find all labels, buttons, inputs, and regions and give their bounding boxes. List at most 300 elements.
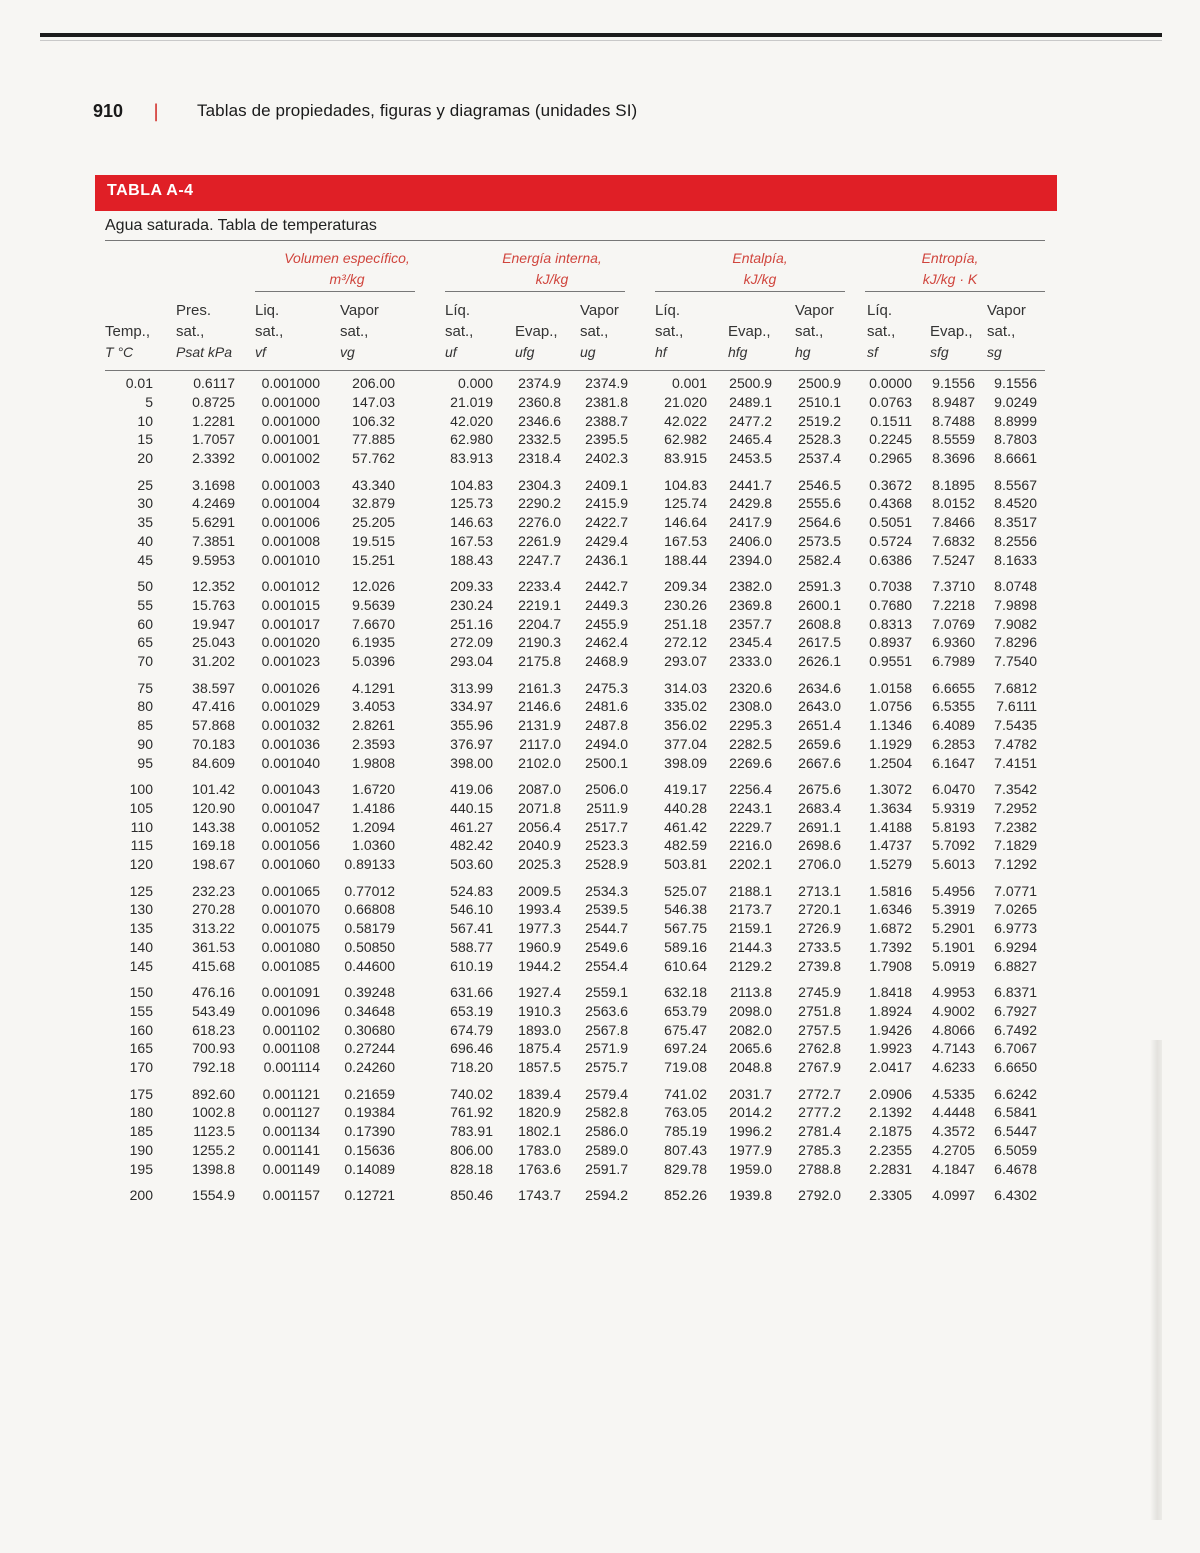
- table-cell: 6.7067: [994, 1040, 1037, 1057]
- table-cell: 7.6812: [994, 679, 1037, 696]
- group-unit: kJ/kg: [743, 271, 777, 287]
- table-cell: 1.1929: [869, 735, 912, 752]
- table-cell: 2523.3: [585, 837, 628, 854]
- table-cell: 2113.8: [730, 984, 772, 1000]
- table-cell: 0.001040: [261, 754, 320, 771]
- table-cell: 25.205: [352, 514, 395, 531]
- table-cell: 2131.9: [518, 717, 561, 734]
- table-cell: 2617.5: [798, 634, 841, 651]
- table-cell: 2040.9: [518, 837, 561, 854]
- table-cell: 524.83: [450, 882, 493, 899]
- table-cell: 2534.3: [585, 882, 628, 899]
- table-cell: 70.183: [192, 735, 235, 752]
- table-cell: 2429.8: [729, 495, 772, 512]
- table-cell: 0.001108: [262, 1040, 320, 1057]
- table-cell: 892.60: [192, 1085, 235, 1102]
- table-cell: 1875.4: [518, 1040, 561, 1057]
- page-header: [93, 96, 637, 126]
- table-cell: 42.022: [664, 412, 707, 429]
- table-cell: 1944.2: [518, 957, 561, 974]
- table-cell: 146.63: [450, 514, 493, 531]
- table-cell: 5.7092: [932, 837, 975, 854]
- table-cell: 696.46: [450, 1040, 493, 1057]
- table-cell: 2173.7: [729, 901, 772, 918]
- table-cell: 2781.4: [798, 1123, 841, 1140]
- table-cell: 2442.7: [585, 578, 628, 594]
- table-cell: 543.49: [192, 1002, 235, 1019]
- table-cell: 2048.8: [729, 1059, 772, 1076]
- table-cell: 792.18: [192, 1059, 235, 1076]
- table-cell: 188.43: [450, 551, 493, 568]
- table-cell: 567.75: [664, 920, 707, 937]
- table-cell: 2481.6: [585, 698, 628, 715]
- table-cell: 143.38: [192, 818, 235, 835]
- column-header-line: sat.,: [655, 323, 684, 340]
- column-header-line: [105, 300, 150, 321]
- table-cell: 188.44: [664, 551, 707, 568]
- table-cell: 6.9773: [994, 920, 1037, 937]
- column-header-line: Temp.,: [105, 323, 151, 340]
- table-cell: 0.001006: [261, 514, 320, 531]
- table-cell: 1.0158: [869, 679, 912, 696]
- group-unit: m³/kg: [329, 271, 365, 287]
- table-cell: 2402.3: [585, 450, 628, 467]
- table-cell: 0.001002: [261, 450, 320, 467]
- table-cell: 7.4151: [994, 754, 1037, 771]
- table-cell: 2462.4: [585, 634, 628, 651]
- table-cell: 2.8261: [352, 717, 395, 734]
- table-cell: 719.08: [664, 1059, 707, 1076]
- table-cell: 5.4956: [932, 882, 975, 899]
- table-cell: 2276.0: [518, 514, 561, 531]
- table-cell: 0.5724: [869, 532, 912, 549]
- table-cell: 2295.3: [729, 717, 772, 734]
- table-cell: 6.6650: [994, 1059, 1037, 1076]
- table-cell: 2591.3: [798, 578, 841, 594]
- table-cell: 0.001121: [262, 1085, 320, 1102]
- table-cell: 0.14089: [344, 1160, 395, 1177]
- table-cell: 7.0769: [932, 615, 975, 632]
- table-cell: 5.0396: [352, 653, 395, 670]
- table-cell: 155: [129, 1002, 153, 1019]
- table-cell: 43.340: [352, 476, 395, 493]
- table-cell: 1893.0: [518, 1021, 561, 1038]
- table-cell: 4.5335: [932, 1085, 975, 1102]
- table-cell: 130: [129, 901, 153, 918]
- table-cell: 2388.7: [585, 412, 628, 429]
- table-cell: 2626.1: [798, 653, 841, 670]
- table-cell: 8.5559: [932, 431, 975, 448]
- table-cell: 8.7803: [994, 431, 1037, 448]
- table-cell: 0.19384: [344, 1104, 395, 1121]
- table-cell: 83.915: [664, 450, 707, 467]
- table-cell: 2345.4: [729, 634, 772, 651]
- column-header-symbol: sfg: [930, 344, 949, 360]
- table-cell: 2554.4: [585, 957, 628, 974]
- table-cell: 476.16: [192, 984, 235, 1000]
- table-cell: 2308.0: [729, 698, 772, 715]
- table-cell: 2767.9: [798, 1059, 841, 1076]
- table-cell: 5: [145, 393, 153, 410]
- table-cell: 2489.1: [729, 393, 772, 410]
- table-cell: 419.06: [450, 781, 493, 797]
- column-header-symbol: T °C: [105, 344, 134, 360]
- table-cell: 6.9360: [932, 634, 975, 651]
- table-cell: 2591.7: [585, 1160, 628, 1177]
- table-cell: 1.7908: [869, 957, 912, 974]
- table-cell: 8.4520: [994, 495, 1037, 512]
- table-cell: 230.26: [664, 596, 707, 613]
- table-cell: 4.1291: [352, 679, 395, 696]
- table-cell: 2792.0: [798, 1187, 841, 1203]
- column-header-symbol: hg: [795, 344, 811, 360]
- table-cell: 209.33: [450, 578, 493, 594]
- table-cell: 7.1829: [994, 837, 1037, 854]
- group-unit: kJ/kg · K: [922, 271, 978, 287]
- table-cell: 2290.2: [518, 495, 561, 512]
- table-cell: 675.47: [664, 1021, 707, 1038]
- table-cell: 5.0919: [932, 957, 975, 974]
- table-cell: 8.5567: [994, 476, 1037, 493]
- table-cell: 0.89133: [344, 856, 395, 873]
- table-cell: 8.7488: [932, 412, 975, 429]
- table-cell: 2563.6: [585, 1002, 628, 1019]
- table-cell: 1.6346: [869, 901, 912, 918]
- table-cell: 8.1895: [932, 476, 975, 493]
- table-cell: 1959.0: [729, 1160, 772, 1177]
- table-cell: 2381.8: [585, 393, 628, 410]
- table-cell: 1910.3: [518, 1002, 561, 1019]
- table-cell: 2477.2: [729, 412, 772, 429]
- table-cell: 12.352: [192, 578, 235, 594]
- table-cell: 7.7540: [994, 653, 1037, 670]
- group-name: Entropía,: [921, 250, 979, 266]
- table-cell: 700.93: [192, 1040, 235, 1057]
- table-cell: 2468.9: [585, 653, 628, 670]
- table-cell: 355.96: [450, 717, 493, 734]
- table-cell: 2422.7: [585, 514, 628, 531]
- table-cell: 1783.0: [518, 1141, 561, 1158]
- table-cell: 4.9002: [932, 1002, 975, 1019]
- table-cell: 0.001047: [261, 799, 320, 816]
- table-cell: 1398.8: [192, 1160, 235, 1177]
- table-cell: 6.6655: [932, 679, 975, 696]
- table-cell: 6.4678: [994, 1160, 1037, 1177]
- table-cell: 7.6832: [932, 532, 975, 549]
- column-header-line: sat.,: [580, 323, 609, 340]
- table-cell: 2082.0: [729, 1021, 772, 1038]
- table-cell: 2346.6: [518, 412, 561, 429]
- table-cell: 2318.4: [518, 450, 561, 467]
- table-cell: 180: [129, 1104, 153, 1121]
- table-cell: 741.02: [664, 1085, 707, 1102]
- table-cell: 1939.8: [729, 1187, 772, 1203]
- table-cell: 2510.1: [798, 393, 841, 410]
- table-cell: 4.6233: [932, 1059, 975, 1076]
- table-cell: 1839.4: [518, 1085, 561, 1102]
- column-header-line: sat.,: [445, 323, 474, 340]
- table-cell: 104.83: [664, 476, 707, 493]
- table-cell: 4.7143: [932, 1040, 975, 1057]
- table-cell: 2762.8: [798, 1040, 841, 1057]
- table-cell: 589.16: [664, 938, 707, 955]
- table-cell: 0.21659: [344, 1085, 395, 1102]
- table-cell: 47.416: [192, 698, 235, 715]
- table-cell: 125: [129, 882, 153, 899]
- table-cell: 1.9923: [869, 1040, 912, 1057]
- table-cell: 376.97: [450, 735, 493, 752]
- table-cell: 167.53: [664, 532, 707, 549]
- table-cell: 0.001029: [261, 698, 320, 715]
- table-cell: 2.0906: [869, 1085, 912, 1102]
- table-cell: 313.22: [192, 920, 235, 937]
- table-cell: 60: [137, 615, 153, 632]
- table-cell: 567.41: [450, 920, 493, 937]
- table-cell: 2659.6: [798, 735, 841, 752]
- table-cell: 146.64: [664, 514, 707, 531]
- table-cell: 2395.5: [585, 431, 628, 448]
- table-cell: 697.24: [664, 1040, 707, 1057]
- table-cell: 4.0997: [932, 1187, 975, 1203]
- table-cell: 25: [137, 476, 153, 493]
- table-cell: 2777.2: [798, 1104, 841, 1121]
- table-cell: 0.58179: [344, 920, 395, 937]
- table-cell: 2634.6: [798, 679, 841, 696]
- column-header: [340, 300, 379, 363]
- column-header: [105, 300, 150, 363]
- table-cell: 19.515: [352, 532, 395, 549]
- table-cell: 6.2853: [932, 735, 975, 752]
- table-cell: 7.2952: [994, 799, 1037, 816]
- table-cell: 3.4053: [352, 698, 395, 715]
- table-cell: 2333.0: [729, 653, 772, 670]
- table-cell: 1.2094: [352, 818, 395, 835]
- table-cell: 9.0249: [994, 393, 1037, 410]
- column-header-symbol: vg: [340, 344, 355, 360]
- column-header: [515, 300, 558, 363]
- table-cell: 398.00: [450, 754, 493, 771]
- table-cell: 2506.0: [585, 781, 628, 797]
- table-cell: 0.27244: [344, 1040, 395, 1057]
- table-cell: 2720.1: [798, 901, 841, 918]
- column-header: [728, 300, 771, 363]
- column-header: [255, 300, 283, 363]
- table-cell: 0.77012: [344, 882, 395, 899]
- table-cell: 105: [129, 799, 153, 816]
- table-cell: 674.79: [450, 1021, 493, 1038]
- column-header: [445, 300, 473, 363]
- table-cell: 230.24: [450, 596, 493, 613]
- table-cell: 2739.8: [798, 957, 841, 974]
- table-cell: 5.6013: [932, 856, 975, 873]
- table-cell: 2202.1: [729, 856, 772, 873]
- table-cell: 1960.9: [518, 938, 561, 955]
- column-header: [580, 300, 619, 363]
- table-cell: 2785.3: [798, 1141, 841, 1158]
- table-cell: 2500.1: [585, 754, 628, 771]
- table-cell: 104.83: [450, 476, 493, 493]
- column-header-line: sat.,: [340, 323, 369, 340]
- table-cell: 0.50850: [344, 938, 395, 955]
- group-enthalpy: [690, 248, 830, 290]
- table-cell: 0.001004: [261, 495, 320, 512]
- table-cell: 2608.8: [798, 615, 841, 632]
- table-cell: 7.0771: [994, 882, 1037, 899]
- table-cell: 2175.8: [518, 653, 561, 670]
- table-cell: 1.2504: [869, 754, 912, 771]
- table-cell: 100: [129, 781, 153, 797]
- table-cell: 0.6386: [869, 551, 912, 568]
- table-cell: 2733.5: [798, 938, 841, 955]
- table-cell: 2549.6: [585, 938, 628, 955]
- table-cell: 165: [129, 1040, 153, 1057]
- table-cell: 84.609: [192, 754, 235, 771]
- table-cell: 135: [129, 920, 153, 937]
- table-cell: 195: [129, 1160, 153, 1177]
- header-separator: |: [153, 100, 160, 122]
- table-cell: 7.1292: [994, 856, 1037, 873]
- table-cell: 2071.8: [518, 799, 561, 816]
- table-cell: 0.2245: [869, 431, 912, 448]
- table-cell: 2455.9: [585, 615, 628, 632]
- table-cell: 0.001060: [261, 856, 320, 873]
- table-cell: 2243.1: [729, 799, 772, 816]
- column-header-line: Evap.,: [728, 323, 771, 340]
- table-cell: 2087.0: [518, 781, 561, 797]
- table-cell: 200: [129, 1187, 153, 1203]
- table-cell: 2065.6: [729, 1040, 772, 1057]
- table-cell: 9.1556: [994, 375, 1037, 391]
- table-cell: 0.001008: [261, 532, 320, 549]
- table-cell: 2360.8: [518, 393, 561, 410]
- table-cell: 15: [137, 431, 153, 448]
- table-cell: 2247.7: [518, 551, 561, 568]
- table-cell: 2706.0: [798, 856, 841, 873]
- table-cell: 140: [129, 938, 153, 955]
- table-cell: 1993.4: [518, 901, 561, 918]
- table-cell: 525.07: [664, 882, 707, 899]
- table-cell: 95: [137, 754, 153, 771]
- column-header-line: sat.,: [255, 323, 284, 340]
- page-edge-shadow: [1150, 1040, 1162, 1520]
- table-cell: 7.9082: [994, 615, 1037, 632]
- column-header: [655, 300, 683, 363]
- table-cell: 251.16: [450, 615, 493, 632]
- table-cell: 610.64: [664, 957, 707, 974]
- table-cell: 2713.1: [798, 882, 841, 899]
- table-cell: 7.2382: [994, 818, 1037, 835]
- table-cell: 120.90: [192, 799, 235, 816]
- table-cell: 0.001010: [261, 551, 320, 568]
- table-cell: 1.5816: [869, 882, 912, 899]
- table-cell: 8.6661: [994, 450, 1037, 467]
- table-cell: 0.001001: [261, 431, 320, 448]
- table-cell: 5.9319: [932, 799, 975, 816]
- table-cell: 55: [137, 596, 153, 613]
- table-cell: 0.001141: [262, 1141, 320, 1158]
- table-cell: 2219.1: [518, 596, 561, 613]
- table-cell: 5.8193: [932, 818, 975, 835]
- table-cell: 3.1698: [192, 476, 235, 493]
- table-cell: 7.3542: [994, 781, 1037, 797]
- table-cell: 6.1647: [932, 754, 975, 771]
- table-cell: 2726.9: [798, 920, 841, 937]
- table-cell: 5.1901: [932, 938, 975, 955]
- table-cell: 2146.6: [518, 698, 561, 715]
- table-cell: 293.07: [664, 653, 707, 670]
- table-cell: 2304.3: [518, 476, 561, 493]
- table-banner: [95, 175, 1057, 211]
- table-cell: 7.0265: [994, 901, 1037, 918]
- table-cell: 7.3851: [192, 532, 235, 549]
- table-cell: 2417.9: [729, 514, 772, 531]
- table-cell: 2586.0: [585, 1123, 628, 1140]
- table-cell: 2651.4: [798, 717, 841, 734]
- table-cell: 2500.9: [798, 375, 841, 391]
- table-cell: 0.001003: [261, 476, 320, 493]
- table-cell: 2567.8: [585, 1021, 628, 1038]
- table-cell: 2555.6: [798, 495, 841, 512]
- table-cell: 145: [129, 957, 153, 974]
- table-cell: 42.020: [450, 412, 493, 429]
- table-cell: 6.1935: [352, 634, 395, 651]
- table-cell: 0.9551: [869, 653, 912, 670]
- table-cell: 8.0152: [932, 495, 975, 512]
- table-cell: 21.020: [664, 393, 707, 410]
- table-cell: 83.913: [450, 450, 493, 467]
- table-cell: 4.4448: [932, 1104, 975, 1121]
- table-cell: 415.68: [192, 957, 235, 974]
- table-cell: 2161.3: [518, 679, 561, 696]
- column-header-line: Líq.: [867, 302, 893, 319]
- table-cell: 1255.2: [192, 1141, 235, 1158]
- table-cell: 829.78: [664, 1160, 707, 1177]
- table-cell: 4.9953: [932, 984, 975, 1000]
- column-header-line: sat.,: [176, 323, 205, 340]
- table-cell: 2374.9: [585, 375, 628, 391]
- table-title: Agua saturada. Tabla de temperaturas: [105, 217, 377, 234]
- table-cell: 19.947: [192, 615, 235, 632]
- table-cell: 125.73: [450, 495, 493, 512]
- table-cell: 2594.2: [585, 1187, 628, 1203]
- table-cell: 0.001080: [261, 938, 320, 955]
- table-cell: 0.001056: [261, 837, 320, 854]
- table-cell: 0.001102: [262, 1021, 320, 1038]
- table-cell: 2582.8: [585, 1104, 628, 1121]
- table-cell: 2539.5: [585, 901, 628, 918]
- table-cell: 2571.9: [585, 1040, 628, 1057]
- column-header-line: Evap.,: [930, 323, 973, 340]
- table-cell: 90: [137, 735, 153, 752]
- table-cell: 2575.7: [585, 1059, 628, 1076]
- table-cell: 2441.7: [729, 476, 772, 493]
- table-cell: 6.9294: [994, 938, 1037, 955]
- column-header-line: Vapor: [987, 302, 1026, 319]
- table-cell: 0.2965: [869, 450, 912, 467]
- table-cell: 0.66808: [344, 901, 395, 918]
- table-cell: 1.9426: [869, 1021, 912, 1038]
- table-cell: 2256.4: [729, 781, 772, 797]
- table-cell: 7.9898: [994, 596, 1037, 613]
- table-cell: 2487.8: [585, 717, 628, 734]
- table-cell: 8.0748: [994, 578, 1037, 594]
- table-cell: 2449.3: [585, 596, 628, 613]
- table-cell: 2117.0: [519, 735, 561, 752]
- table-cell: 0.001023: [261, 653, 320, 670]
- table-cell: 7.6670: [352, 615, 395, 632]
- table-cell: 0.001015: [261, 596, 320, 613]
- table-cell: 0.001134: [262, 1123, 320, 1140]
